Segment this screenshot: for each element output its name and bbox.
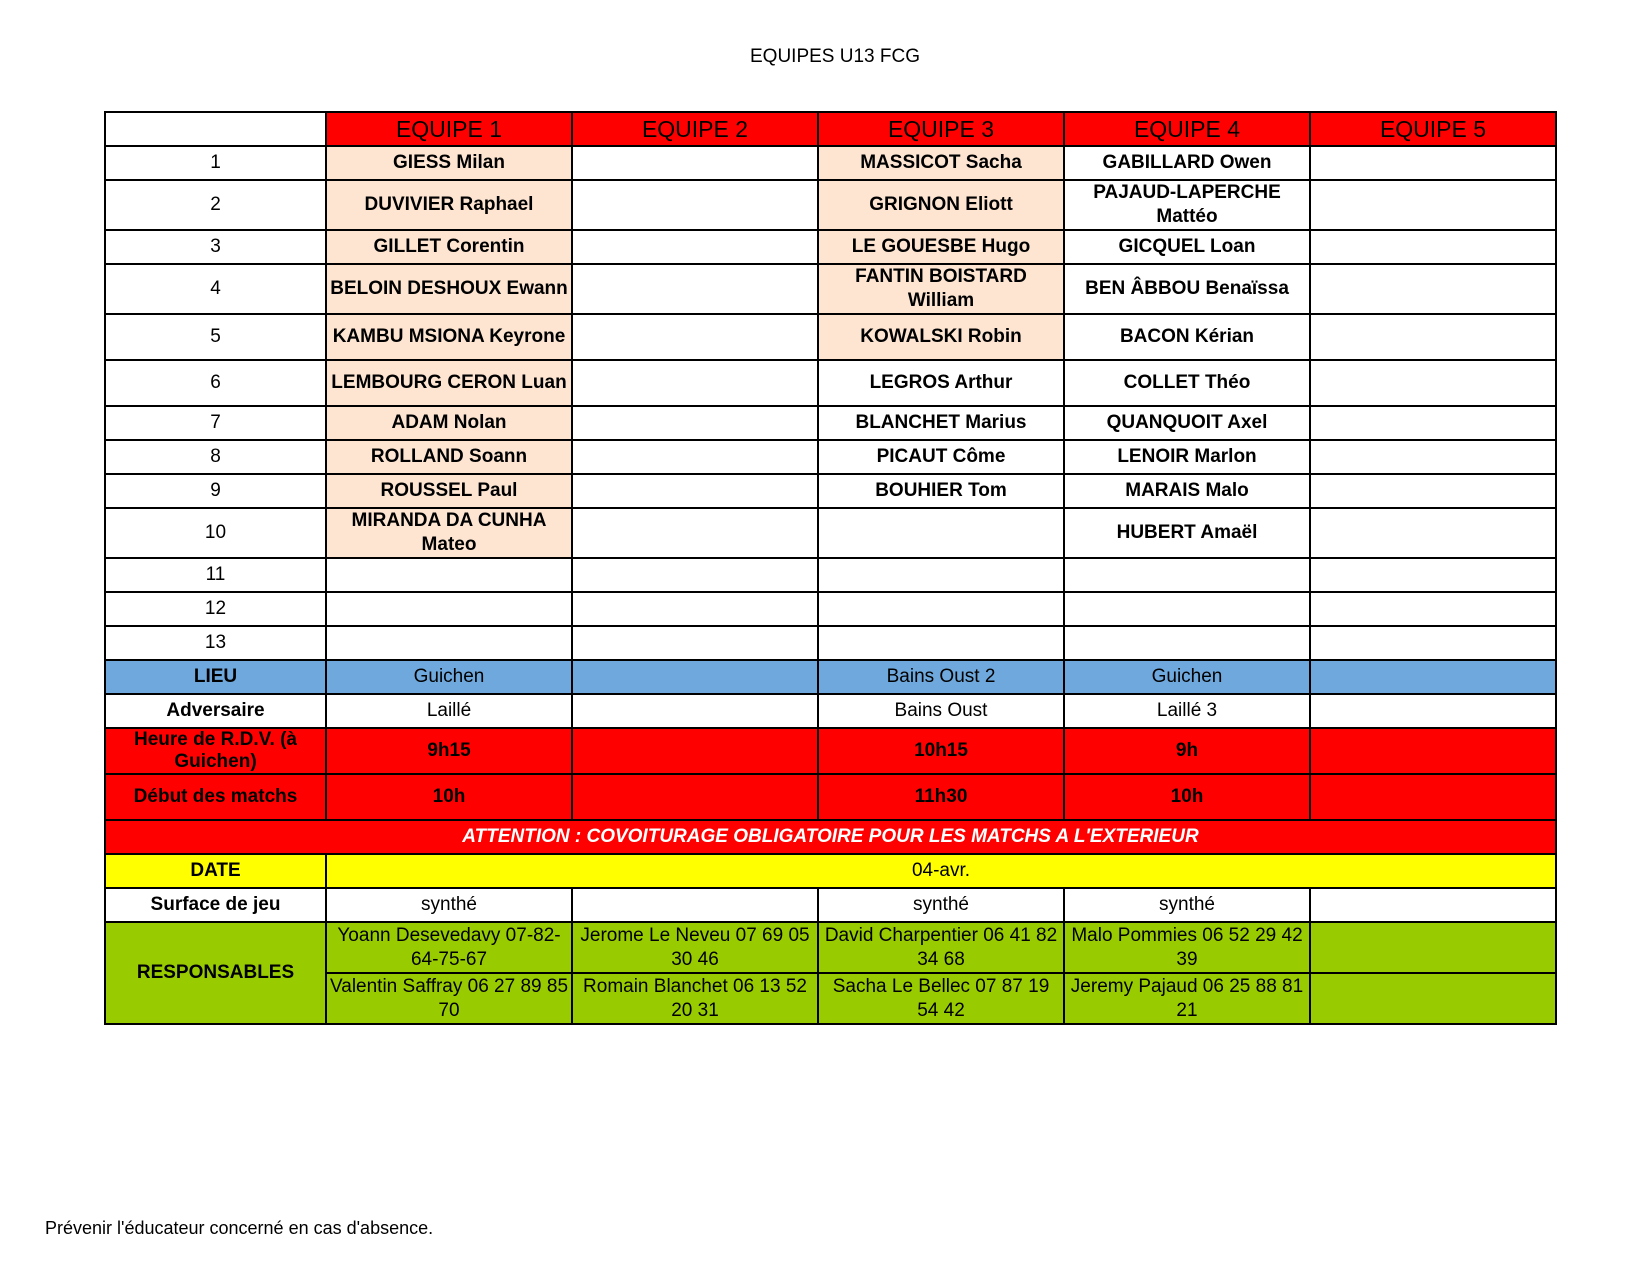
player-cell bbox=[1310, 360, 1556, 406]
debut-value bbox=[572, 774, 818, 820]
responsable-contact: David Charpentier 06 41 82 34 68 bbox=[818, 922, 1064, 973]
surface-value: synthé bbox=[1064, 888, 1310, 922]
responsables-label: RESPONSABLES bbox=[105, 922, 326, 1024]
player-cell: BLANCHET Marius bbox=[818, 406, 1064, 440]
player-cell: MASSICOT Sacha bbox=[818, 146, 1064, 180]
row-number: 6 bbox=[105, 360, 326, 406]
player-cell bbox=[326, 626, 572, 660]
date-label: DATE bbox=[105, 854, 326, 888]
player-cell bbox=[818, 558, 1064, 592]
player-cell: KAMBU MSIONA Keyrone bbox=[326, 314, 572, 360]
lieu-value: Guichen bbox=[326, 660, 572, 694]
debut-value: 10h bbox=[1064, 774, 1310, 820]
rdv-value bbox=[572, 728, 818, 774]
rdv-row bbox=[105, 728, 1556, 774]
row-number: 2 bbox=[105, 180, 326, 230]
row-number: 8 bbox=[105, 440, 326, 474]
table-row bbox=[105, 440, 1556, 474]
row-number: 9 bbox=[105, 474, 326, 508]
adversaire-value bbox=[572, 694, 818, 728]
team-header: EQUIPE 2 bbox=[572, 112, 818, 146]
player-cell: KOWALSKI Robin bbox=[818, 314, 1064, 360]
player-cell bbox=[1064, 558, 1310, 592]
player-cell bbox=[1310, 230, 1556, 264]
player-cell bbox=[572, 508, 818, 558]
player-cell bbox=[326, 558, 572, 592]
player-cell bbox=[1310, 592, 1556, 626]
team-header: EQUIPE 1 bbox=[326, 112, 572, 146]
date-value: 04-avr. bbox=[326, 854, 1556, 888]
rdv-value: 9h15 bbox=[326, 728, 572, 774]
player-cell bbox=[572, 474, 818, 508]
player-cell: LENOIR Marlon bbox=[1064, 440, 1310, 474]
player-cell: GICQUEL Loan bbox=[1064, 230, 1310, 264]
player-cell: GILLET Corentin bbox=[326, 230, 572, 264]
table-row bbox=[105, 558, 1556, 592]
debut-row bbox=[105, 774, 1556, 820]
table-row bbox=[105, 626, 1556, 660]
responsable-contact bbox=[1310, 922, 1556, 973]
responsable-contact: Jeremy Pajaud 06 25 88 81 21 bbox=[1064, 973, 1310, 1024]
player-cell bbox=[572, 626, 818, 660]
row-number: 11 bbox=[105, 558, 326, 592]
row-number: 12 bbox=[105, 592, 326, 626]
player-cell bbox=[572, 440, 818, 474]
rdv-label: Heure de R.D.V. (à Guichen) bbox=[105, 728, 326, 774]
player-cell: BACON Kérian bbox=[1064, 314, 1310, 360]
player-cell: ADAM Nolan bbox=[326, 406, 572, 440]
player-cell bbox=[1310, 146, 1556, 180]
player-cell bbox=[818, 626, 1064, 660]
player-cell: FANTIN BOISTARD William bbox=[818, 264, 1064, 314]
player-cell: GIESS Milan bbox=[326, 146, 572, 180]
team-header: EQUIPE 5 bbox=[1310, 112, 1556, 146]
row-number: 13 bbox=[105, 626, 326, 660]
player-cell bbox=[1310, 508, 1556, 558]
table-row bbox=[105, 314, 1556, 360]
player-cell bbox=[572, 558, 818, 592]
responsables-row bbox=[105, 922, 1556, 973]
rdv-value: 10h15 bbox=[818, 728, 1064, 774]
surface-row bbox=[105, 888, 1556, 922]
team-header: EQUIPE 4 bbox=[1064, 112, 1310, 146]
player-cell: PICAUT Côme bbox=[818, 440, 1064, 474]
teams-table bbox=[104, 111, 1557, 1025]
row-number: 4 bbox=[105, 264, 326, 314]
row-number: 3 bbox=[105, 230, 326, 264]
table-row bbox=[105, 230, 1556, 264]
player-cell bbox=[1310, 626, 1556, 660]
responsable-contact: Yoann Desevedavy 07-82-64-75-67 bbox=[326, 922, 572, 973]
player-cell: ROLLAND Soann bbox=[326, 440, 572, 474]
surface-label: Surface de jeu bbox=[105, 888, 326, 922]
lieu-value: Guichen bbox=[1064, 660, 1310, 694]
row-number: 1 bbox=[105, 146, 326, 180]
player-cell bbox=[1310, 406, 1556, 440]
player-cell bbox=[572, 406, 818, 440]
table-row bbox=[105, 406, 1556, 440]
table-row bbox=[105, 264, 1556, 314]
table-row bbox=[105, 360, 1556, 406]
footnote: Prévenir l'éducateur concerné en cas d'absence. bbox=[45, 1218, 434, 1238]
surface-value bbox=[1310, 888, 1556, 922]
row-number: 7 bbox=[105, 406, 326, 440]
player-cell bbox=[572, 180, 818, 230]
player-cell bbox=[1310, 558, 1556, 592]
player-cell bbox=[1064, 592, 1310, 626]
adversaire-value bbox=[1310, 694, 1556, 728]
header-row bbox=[105, 112, 1556, 146]
player-cell: BELOIN DESHOUX Ewann bbox=[326, 264, 572, 314]
player-cell bbox=[1310, 314, 1556, 360]
debut-label: Début des matchs bbox=[105, 774, 326, 820]
player-cell: GRIGNON Eliott bbox=[818, 180, 1064, 230]
row-number: 10 bbox=[105, 508, 326, 558]
surface-value bbox=[572, 888, 818, 922]
row-number: 5 bbox=[105, 314, 326, 360]
player-cell: COLLET Théo bbox=[1064, 360, 1310, 406]
player-cell bbox=[572, 264, 818, 314]
player-cell: BOUHIER Tom bbox=[818, 474, 1064, 508]
responsable-contact: Sacha Le Bellec 07 87 19 54 42 bbox=[818, 973, 1064, 1024]
player-cell: LE GOUESBE Hugo bbox=[818, 230, 1064, 264]
lieu-row bbox=[105, 660, 1556, 694]
player-cell: MARAIS Malo bbox=[1064, 474, 1310, 508]
responsable-contact bbox=[1310, 973, 1556, 1024]
lieu-value: Bains Oust 2 bbox=[818, 660, 1064, 694]
player-cell bbox=[326, 592, 572, 626]
player-cell: HUBERT Amaël bbox=[1064, 508, 1310, 558]
debut-value: 10h bbox=[326, 774, 572, 820]
player-cell: LEMBOURG CERON Luan bbox=[326, 360, 572, 406]
player-cell: ROUSSEL Paul bbox=[326, 474, 572, 508]
surface-value: synthé bbox=[326, 888, 572, 922]
player-cell: PAJAUD-LAPERCHE Mattéo bbox=[1064, 180, 1310, 230]
player-cell: GABILLARD Owen bbox=[1064, 146, 1310, 180]
rdv-value: 9h bbox=[1064, 728, 1310, 774]
attention-row bbox=[105, 820, 1556, 854]
player-cell: QUANQUOIT Axel bbox=[1064, 406, 1310, 440]
lieu-label: LIEU bbox=[105, 660, 326, 694]
team-header: EQUIPE 3 bbox=[818, 112, 1064, 146]
player-cell bbox=[1310, 474, 1556, 508]
responsable-contact: Malo Pommies 06 52 29 42 39 bbox=[1064, 922, 1310, 973]
player-cell bbox=[1310, 440, 1556, 474]
table-row bbox=[105, 474, 1556, 508]
adversaire-value: Laillé 3 bbox=[1064, 694, 1310, 728]
responsable-contact: Jerome Le Neveu 07 69 05 30 46 bbox=[572, 922, 818, 973]
player-cell bbox=[572, 360, 818, 406]
lieu-value bbox=[572, 660, 818, 694]
attention-banner: ATTENTION : COVOITURAGE OBLIGATOIRE POUR LES MATCHS A L'EXTERIEUR bbox=[105, 820, 1556, 854]
player-cell bbox=[572, 592, 818, 626]
table-row bbox=[105, 508, 1556, 558]
table-row bbox=[105, 146, 1556, 180]
player-cell: LEGROS Arthur bbox=[818, 360, 1064, 406]
lieu-value bbox=[1310, 660, 1556, 694]
table-row bbox=[105, 180, 1556, 230]
player-cell bbox=[572, 314, 818, 360]
responsable-contact: Valentin Saffray 06 27 89 85 70 bbox=[326, 973, 572, 1024]
debut-value bbox=[1310, 774, 1556, 820]
adversaire-row bbox=[105, 694, 1556, 728]
corner-cell bbox=[105, 112, 326, 146]
player-cell bbox=[818, 592, 1064, 626]
player-cell bbox=[572, 146, 818, 180]
adversaire-value: Bains Oust bbox=[818, 694, 1064, 728]
adversaire-value: Laillé bbox=[326, 694, 572, 728]
date-row bbox=[105, 854, 1556, 888]
rdv-value bbox=[1310, 728, 1556, 774]
player-cell bbox=[1064, 626, 1310, 660]
player-cell bbox=[572, 230, 818, 264]
responsable-contact: Romain Blanchet 06 13 52 20 31 bbox=[572, 973, 818, 1024]
player-cell: MIRANDA DA CUNHA Mateo bbox=[326, 508, 572, 558]
player-cell bbox=[1310, 264, 1556, 314]
table-row bbox=[105, 592, 1556, 626]
page-title: EQUIPES U13 FCG bbox=[750, 46, 920, 67]
player-cell bbox=[818, 508, 1064, 558]
player-cell: DUVIVIER Raphael bbox=[326, 180, 572, 230]
surface-value: synthé bbox=[818, 888, 1064, 922]
player-cell: BEN ÂBBOU Benaïssa bbox=[1064, 264, 1310, 314]
debut-value: 11h30 bbox=[818, 774, 1064, 820]
adversaire-label: Adversaire bbox=[105, 694, 326, 728]
player-cell bbox=[1310, 180, 1556, 230]
